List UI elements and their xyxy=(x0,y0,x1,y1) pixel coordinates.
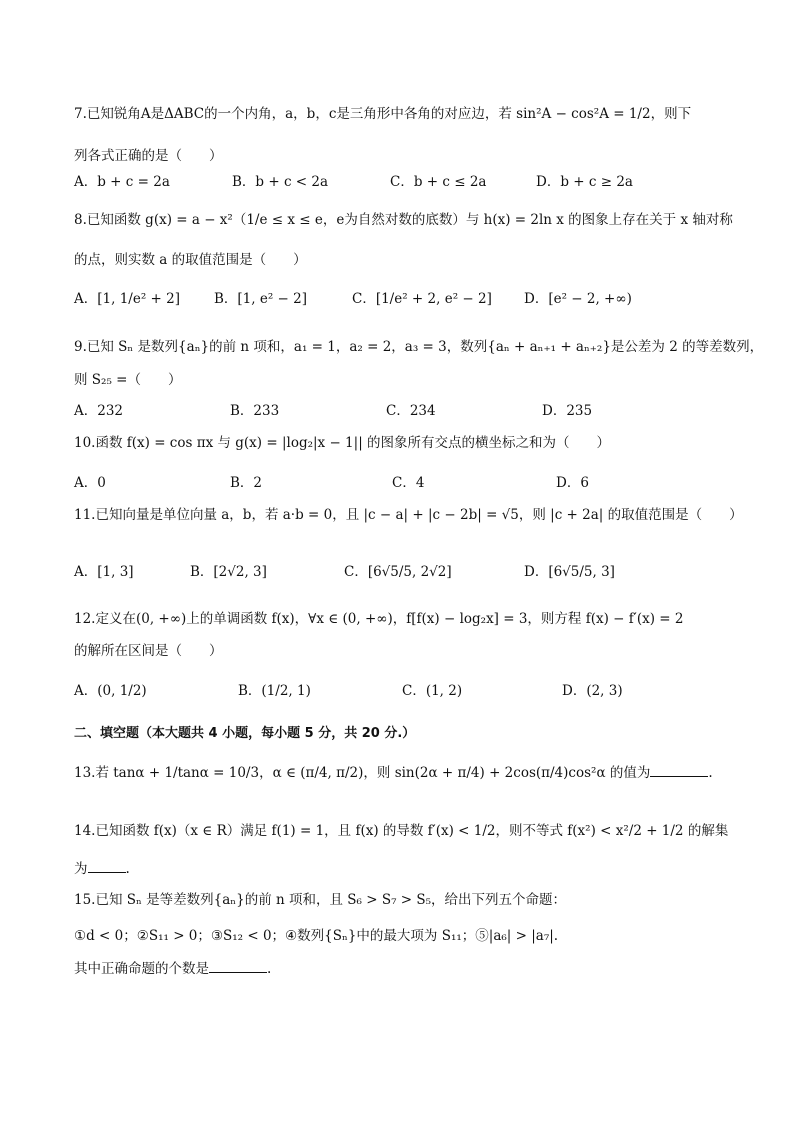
q14-stem-line1: 14.已知函数 f(x)（x ∈ R）满足 f(1) = 1，且 f(x) 的导数 f′(x) < 1/2，则不等式 f(x²) < x²/2 + 1/2 的解集 xyxy=(74,823,729,839)
q12-option-a: A．(0, 1/2) xyxy=(74,683,147,699)
q7-stem-line2: 列各式正确的是（ ） xyxy=(74,148,223,164)
q11-option-c: C．[6√5/5, 2√2] xyxy=(344,564,452,580)
q12-stem-line1: 12.定义在(0, +∞)上的单调函数 f(x)，∀x ∈ (0, +∞)，f[f(x) − log₂x] = 3，则方程 f(x) − f′(x) = 2 xyxy=(74,611,684,627)
q9-option-b: B．233 xyxy=(230,403,280,419)
section-fill-in-header: 二、填空题（本大题共 4 小题，每小题 5 分，共 20 分.） xyxy=(74,726,416,741)
q15-text: 其中正确命题的个数是 xyxy=(74,961,209,977)
q7-option-d: D．b + c ≥ 2a xyxy=(536,174,633,190)
q9-option-d: D．235 xyxy=(542,403,593,419)
q12-option-c: C．(1, 2) xyxy=(402,683,463,699)
q13-stem xyxy=(74,762,713,783)
q15-end: . xyxy=(267,961,272,977)
q7-option-c: C．b + c ≤ 2a xyxy=(390,174,487,190)
q15-stem-line3 xyxy=(74,958,271,979)
q10-option-b: B．2 xyxy=(230,475,263,491)
q14-text: 为 xyxy=(74,861,88,877)
q9-stem-line1: 9.已知 Sₙ 是数列{aₙ}的前 n 项和，a₁ = 1，a₂ = 2，a₃ = 3，数列{aₙ + aₙ₊₁ + aₙ₊₂}是公差为 2 的等差数列， xyxy=(74,339,764,355)
q8-option-a: A．[1, 1/e² + 2] xyxy=(74,291,180,307)
q14-end: . xyxy=(125,861,130,877)
q13-end: . xyxy=(708,765,713,781)
q8-option-b: B．[1, e² − 2] xyxy=(214,291,308,307)
q15-stem-line1: 15.已知 Sₙ 是等差数列{aₙ}的前 n 项和，且 S₆ > S₇ > S₅，给出下列五个命题： xyxy=(74,892,567,908)
q11-option-b: B．[2√2, 3] xyxy=(190,564,267,580)
q11-option-d: D．[6√5/5, 3] xyxy=(524,564,615,580)
q9-stem-line2: 则 S₂₅ =（ ） xyxy=(74,372,182,388)
q13-answer-blank xyxy=(650,762,708,777)
q8-stem-line2: 的点，则实数 a 的取值范围是（ ） xyxy=(74,252,307,268)
q9-option-a: A．232 xyxy=(74,403,124,419)
q7-option-b: B．b + c < 2a xyxy=(232,174,329,190)
q7-option-a: A．b + c = 2a xyxy=(74,174,170,190)
q11-stem: 11.已知向量是单位向量 a，b，若 a·b = 0，且 |c − a| + |c − 2b| = √5，则 |c + 2a| 的取值范围是（ ） xyxy=(74,507,743,523)
q8-stem-line1: 8.已知函数 g(x) = a − x²（1/e ≤ x ≤ e，e为自然对数的底数）与 h(x) = 2ln x 的图象上存在关于 x 轴对称 xyxy=(74,212,733,228)
q8-option-d: D．[e² − 2, +∞) xyxy=(524,291,632,307)
q11-option-a: A．[1, 3] xyxy=(74,564,134,580)
q12-option-b: B．(1/2, 1) xyxy=(238,683,311,699)
q10-option-c: C．4 xyxy=(392,475,425,491)
q9-option-c: C．234 xyxy=(386,403,436,419)
q10-option-a: A．0 xyxy=(74,475,106,491)
q8-option-c: C．[1/e² + 2, e² − 2] xyxy=(352,291,492,307)
q13-text: 13.若 tanα + 1/tanα = 10/3，α ∈ (π/4, π/2)，则 sin(2α + π/4) + 2cos(π/4)cos²α 的值为 xyxy=(74,765,651,781)
q10-stem: 10.函数 f(x) = cos πx 与 g(x) = |log₂|x − 1|| 的图象所有交点的横坐标之和为（ ） xyxy=(74,435,611,451)
q14-stem-line2 xyxy=(74,858,130,879)
q10-option-d: D．6 xyxy=(556,475,589,491)
q7-stem-line1: 7.已知锐角A是ΔABC的一个内角，a，b，c是三角形中各角的对应边，若 sin²A − cos²A = 1/2，则下 xyxy=(74,106,692,122)
q12-stem-line2: 的解所在区间是（ ） xyxy=(74,643,223,659)
q12-option-d: D．(2, 3) xyxy=(562,683,623,699)
q15-propositions: ①d < 0；②S₁₁ > 0；③S₁₂ < 0；④数列{Sₙ}中的最大项为 S₁₁；⑤|a₆| > |a₇|. xyxy=(74,928,559,944)
q15-answer-blank xyxy=(209,958,267,973)
q14-answer-blank xyxy=(88,858,126,873)
